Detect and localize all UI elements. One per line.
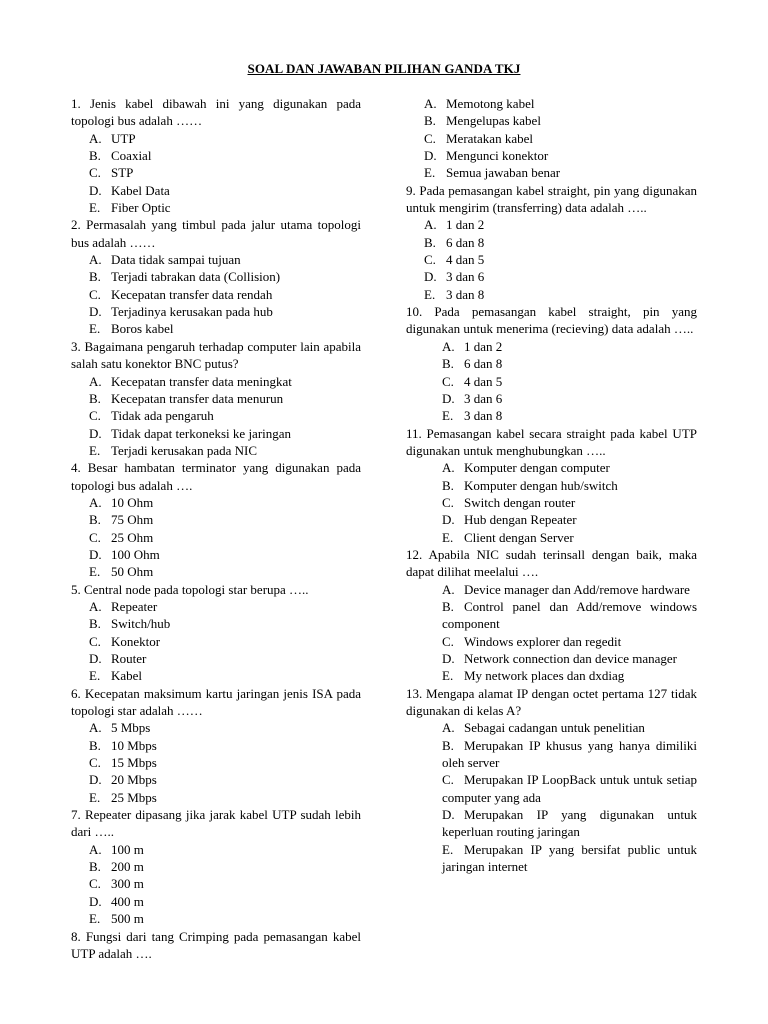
answer-option: [71, 598, 361, 615]
option-letter: D.: [424, 269, 437, 285]
answer-option: [71, 268, 361, 285]
answer-option: [71, 667, 361, 684]
option-letter: A.: [442, 460, 455, 476]
option-text: Semua jawaban benar: [446, 165, 561, 181]
option-letter: D.: [442, 390, 455, 406]
question-stem: 11. Pemasangan kabel secara straight pada kabel UTP digunakan untuk menghubungkan …..: [406, 425, 697, 458]
option-text: Client dengan Server: [464, 529, 574, 545]
option-letter: B.: [442, 356, 454, 372]
answer-option: [406, 667, 697, 684]
option-letter: C.: [442, 772, 454, 788]
answer-option: [71, 546, 361, 563]
answer-option: [406, 581, 697, 598]
option-text: 25 Mbps: [111, 789, 157, 805]
answer-option: [71, 910, 361, 927]
answer-option: [71, 182, 361, 199]
option-text: 20 Mbps: [111, 772, 157, 788]
option-letter: A.: [89, 130, 102, 146]
answer-option: [71, 407, 361, 424]
option-letter: E.: [442, 529, 454, 545]
question-stem: 10. Pada pemasangan kabel straight, pin yang digunakan untuk menerima (recieving) data adalah …..: [406, 304, 697, 337]
answer-option: [406, 459, 697, 476]
option-text: 5 Mbps: [111, 720, 151, 736]
option-letter: C.: [89, 876, 101, 892]
option-letter: D.: [89, 425, 102, 441]
answer-option: [71, 130, 361, 147]
option-letter: C.: [89, 165, 101, 181]
option-text: Switch/hub: [111, 616, 171, 632]
option-text: Kabel Data: [111, 182, 170, 198]
answer-option: [71, 719, 361, 736]
question-block: [71, 928, 361, 963]
option-letter: A.: [424, 217, 437, 233]
answer-option: [406, 841, 697, 876]
question-stem: 2. Permasalah yang timbul pada jalur utama topologi bus adalah ……: [71, 217, 361, 250]
question-block: [71, 806, 361, 927]
option-text: Komputer dengan hub/switch: [464, 477, 618, 493]
answer-option: [406, 147, 697, 164]
answer-option: [71, 147, 361, 164]
option-text: Merupakan IP khusus yang hanya dimiliki oleh server: [442, 737, 697, 771]
answer-option: [71, 164, 361, 181]
option-text: 4 dan 5: [464, 373, 503, 389]
option-text: 3 dan 6: [464, 390, 503, 406]
option-text: 3 dan 8: [446, 286, 485, 302]
answer-option: [71, 615, 361, 632]
answer-option: [71, 199, 361, 216]
option-text: 3 dan 8: [464, 408, 503, 424]
option-letter: D.: [442, 807, 455, 823]
answer-option: [71, 858, 361, 875]
option-letter: B.: [424, 113, 436, 129]
option-text: Terjadi tabrakan data (Collision): [111, 269, 281, 285]
option-letter: A.: [89, 598, 102, 614]
question-stem: 5. Central node pada topologi star berupa …..: [71, 581, 309, 597]
option-text: 500 m: [111, 911, 144, 927]
option-letter: A.: [442, 720, 455, 736]
answer-option: [71, 303, 361, 320]
answer-option: [71, 771, 361, 788]
option-text: 50 Ohm: [111, 564, 154, 580]
question-block: [71, 459, 361, 580]
option-text: 300 m: [111, 876, 144, 892]
answer-option: [406, 529, 697, 546]
page-title: SOAL DAN JAWABAN PILIHAN GANDA TKJ: [247, 61, 521, 76]
option-letter: B.: [89, 859, 101, 875]
answer-option: [71, 442, 361, 459]
answer-option: [406, 477, 697, 494]
answer-option: [71, 875, 361, 892]
option-letter: B.: [89, 269, 101, 285]
option-text: 15 Mbps: [111, 755, 157, 771]
answer-option: [406, 286, 697, 303]
question-stem: 3. Bagaimana pengaruh terhadap computer lain apabila salah satu konektor BNC putus?: [71, 338, 361, 372]
option-letter: D.: [89, 651, 102, 666]
option-letter: A.: [89, 841, 102, 857]
answer-option: [71, 390, 361, 407]
option-letter: E.: [442, 841, 454, 857]
option-letter: B.: [89, 737, 101, 753]
option-text: Router: [111, 651, 147, 666]
option-letter: D.: [424, 148, 437, 164]
answer-option: [71, 373, 361, 390]
option-letter: E.: [89, 321, 101, 337]
option-letter: E.: [89, 911, 101, 927]
option-letter: E.: [424, 286, 436, 302]
answer-option: [406, 338, 697, 355]
answer-option: [406, 216, 697, 233]
option-letter: A.: [442, 338, 455, 354]
option-letter: C.: [89, 286, 101, 302]
option-letter: B.: [89, 390, 101, 406]
question-block: [71, 95, 361, 216]
question-block: [406, 95, 697, 182]
answer-option: [71, 754, 361, 771]
answer-option: [71, 320, 361, 337]
option-text: UTP: [111, 130, 136, 146]
question-block: [406, 182, 697, 303]
option-letter: C.: [89, 408, 101, 424]
answer-option: [406, 234, 697, 251]
answer-option: [71, 737, 361, 754]
option-text: Kecepatan transfer data menurun: [111, 390, 284, 406]
option-letter: D.: [89, 182, 102, 198]
option-text: Mengelupas kabel: [446, 113, 541, 129]
question-stem: 9. Pada pemasangan kabel straight, pin yang digunakan untuk mengirim (transferring) data adalah …..: [406, 182, 697, 216]
option-text: 6 dan 8: [464, 356, 503, 372]
option-letter: D.: [89, 546, 102, 562]
question-stem: 12. Apabila NIC sudah terinsall dengan baik, maka dapat dilihat meelalui ….: [406, 546, 697, 580]
question-block: [71, 581, 361, 685]
right-column: [406, 95, 697, 875]
answer-option: [71, 893, 361, 910]
question-stem: 6. Kecepatan maksimum kartu jaringan jenis ISA pada topologi star adalah ……: [71, 685, 361, 719]
option-letter: B.: [89, 148, 101, 164]
option-letter: A.: [89, 494, 102, 510]
question-block: [406, 546, 697, 685]
option-letter: C.: [424, 252, 436, 268]
option-letter: D.: [442, 651, 455, 666]
option-text: Data tidak sampai tujuan: [111, 252, 241, 268]
answer-option: [71, 286, 361, 303]
option-letter: C.: [424, 130, 436, 146]
option-letter: E.: [442, 408, 454, 424]
option-text: 100 Ohm: [111, 546, 160, 562]
option-text: Memotong kabel: [446, 96, 535, 111]
option-letter: D.: [89, 893, 102, 909]
option-text: Konektor: [111, 633, 161, 649]
option-letter: E.: [442, 668, 454, 684]
option-text: 75 Ohm: [111, 512, 154, 528]
answer-option: [406, 251, 697, 268]
question-stem: 4. Besar hambatan terminator yang digunakan pada topologi bus adalah ….: [71, 460, 361, 493]
left-column: [71, 95, 361, 962]
option-text: Meratakan kabel: [446, 130, 533, 146]
answer-option: [71, 529, 361, 546]
option-letter: E.: [89, 668, 101, 684]
option-text: Kabel: [111, 668, 143, 684]
answer-option: [406, 390, 697, 407]
option-text: Sebagai cadangan untuk penelitian: [464, 720, 645, 736]
answer-option: [406, 268, 697, 285]
option-text: 1 dan 2: [464, 338, 503, 354]
question-block: [406, 685, 697, 876]
question-block: [406, 303, 697, 424]
answer-option: [71, 425, 361, 442]
answer-option: [406, 511, 697, 528]
answer-option: [406, 633, 697, 650]
option-text: STP: [111, 165, 134, 181]
option-text: 4 dan 5: [446, 252, 485, 268]
option-letter: A.: [89, 720, 102, 736]
option-letter: B.: [442, 737, 454, 753]
option-letter: A.: [442, 581, 455, 597]
answer-option: [406, 598, 697, 633]
option-text: Kecepatan transfer data meningkat: [111, 373, 292, 389]
answer-option: [406, 407, 697, 424]
option-letter: C.: [442, 494, 454, 510]
option-letter: A.: [424, 96, 437, 111]
option-text: My network places dan dxdiag: [464, 668, 625, 684]
option-letter: C.: [442, 633, 454, 649]
option-letter: D.: [442, 512, 455, 528]
option-letter: C.: [89, 633, 101, 649]
option-letter: B.: [89, 616, 101, 632]
option-text: Kecepatan transfer data rendah: [111, 286, 273, 302]
answer-option: [71, 633, 361, 650]
option-text: Komputer dengan computer: [464, 460, 610, 476]
question-block: [406, 425, 697, 546]
option-text: 1 dan 2: [446, 217, 485, 233]
option-text: Hub dengan Repeater: [464, 512, 577, 528]
option-text: Repeater: [111, 598, 158, 614]
option-text: Tidak ada pengaruh: [111, 408, 214, 424]
option-letter: E.: [89, 789, 101, 805]
answer-option: [406, 806, 697, 841]
option-text: 25 Ohm: [111, 529, 154, 545]
answer-option: [406, 494, 697, 511]
question-stem: 1. Jenis kabel dibawah ini yang digunakan pada topologi bus adalah ……: [71, 96, 361, 129]
option-letter: E.: [424, 165, 436, 181]
option-letter: B.: [442, 598, 454, 614]
option-text: Merupakan IP LoopBack untuk untuk setiap computer yang ada: [442, 772, 697, 805]
answer-option: [71, 841, 361, 858]
answer-option: [71, 511, 361, 528]
option-text: Coaxial: [111, 148, 152, 164]
option-text: 200 m: [111, 859, 144, 875]
option-text: 6 dan 8: [446, 234, 485, 250]
option-letter: B.: [442, 477, 454, 493]
option-text: Tidak dapat terkoneksi ke jaringan: [111, 425, 292, 441]
option-letter: D.: [89, 772, 102, 788]
option-text: Terjadinya kerusakan pada hub: [111, 304, 273, 320]
answer-option: [406, 771, 697, 806]
answer-option: [406, 719, 697, 736]
answer-option: [71, 650, 361, 667]
option-text: Network connection dan device manager: [464, 651, 677, 666]
option-text: Merupakan IP yang bersifat public untuk jaringan internet: [442, 841, 697, 875]
answer-option: [71, 494, 361, 511]
option-letter: B.: [89, 512, 101, 528]
answer-option: [406, 737, 697, 772]
option-text: Control panel dan Add/remove windows component: [442, 598, 697, 632]
option-text: Mengunci konektor: [446, 148, 549, 164]
option-letter: E.: [89, 200, 101, 216]
option-text: 400 m: [111, 893, 144, 909]
answer-option: [71, 563, 361, 580]
option-letter: A.: [89, 252, 102, 268]
answer-option: [71, 251, 361, 268]
answer-option: [406, 355, 697, 372]
option-text: 100 m: [111, 841, 144, 857]
option-text: Windows explorer dan regedit: [464, 633, 622, 649]
question-stem: 13. Mengapa alamat IP dengan octet pertama 127 tidak digunakan di kelas A?: [406, 685, 697, 719]
option-text: Switch dengan router: [464, 494, 576, 510]
answer-option: [71, 789, 361, 806]
option-letter: B.: [424, 234, 436, 250]
option-text: 10 Ohm: [111, 494, 154, 510]
option-text: 10 Mbps: [111, 737, 157, 753]
option-letter: C.: [89, 529, 101, 545]
option-text: Fiber Optic: [111, 200, 171, 216]
option-letter: C.: [89, 755, 101, 771]
question-stem: 7. Repeater dipasang jika jarak kabel UTP sudah lebih dari …..: [71, 807, 361, 840]
answer-option: [406, 130, 697, 147]
option-letter: E.: [89, 564, 101, 580]
answer-option: [406, 373, 697, 390]
option-text: Device manager dan Add/remove hardware: [464, 581, 690, 597]
option-letter: A.: [89, 373, 102, 389]
option-letter: D.: [89, 304, 102, 320]
option-letter: C.: [442, 373, 454, 389]
question-block: [71, 685, 361, 806]
option-text: 3 dan 6: [446, 269, 485, 285]
question-block: [71, 338, 361, 459]
option-letter: E.: [89, 442, 101, 458]
answer-option: [406, 164, 697, 181]
option-text: Merupakan IP yang digunakan untuk keperluan routing jaringan: [442, 807, 697, 840]
question-stem: 8. Fungsi dari tang Crimping pada pemasangan kabel UTP adalah ….: [71, 928, 361, 961]
answer-option: [406, 112, 697, 129]
option-text: Boros kabel: [111, 321, 174, 337]
question-block: [71, 216, 361, 337]
answer-option: [406, 95, 697, 112]
option-text: Terjadi kerusakan pada NIC: [111, 442, 258, 458]
answer-option: [406, 650, 697, 667]
